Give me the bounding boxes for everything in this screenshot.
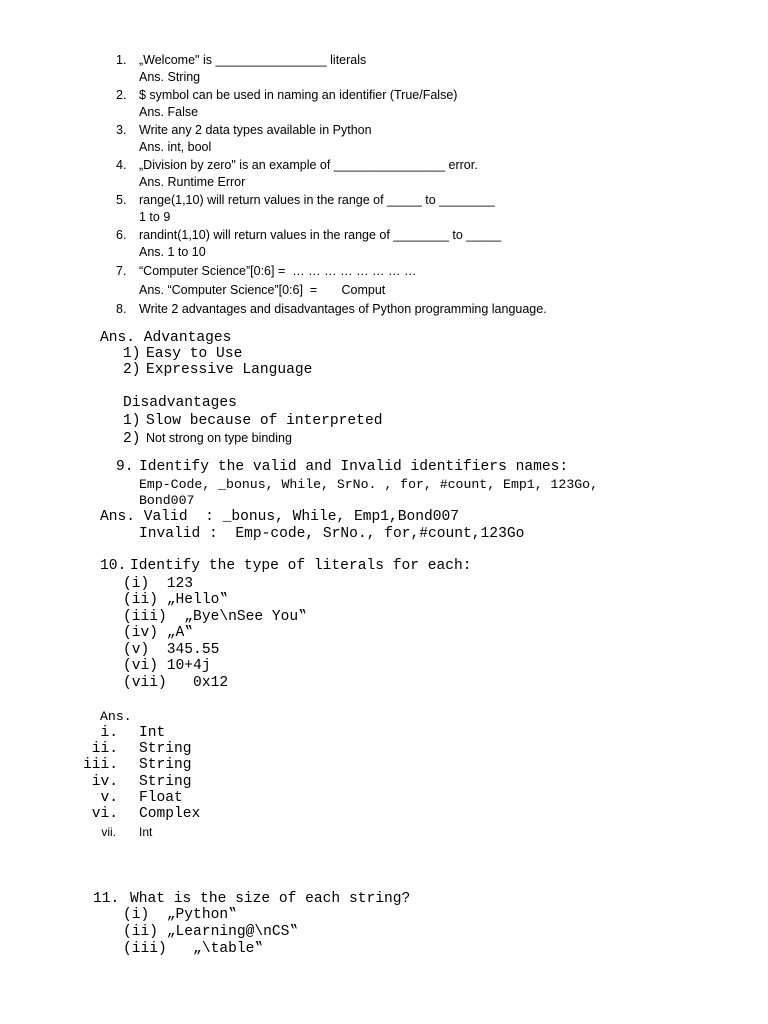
q8-text: Write 2 advantages and disadvantages of Python programming language. — [139, 302, 547, 316]
q9-number: 9. — [116, 459, 134, 475]
q10-answer-1-number: i. — [100, 725, 118, 741]
q10-answer-4-number: iv. — [91, 774, 118, 790]
q1-text: „Welcome" is ________________ literals — [139, 53, 367, 67]
q11-item-2: (ii) „Learning@\nCS‟ — [123, 924, 299, 940]
q10-item-3: (iii) „Bye\nSee You‟ — [123, 609, 307, 625]
disadvantage-2-text: Not strong on type binding — [146, 431, 292, 445]
q10-item-5: (v) 345.55 — [123, 642, 220, 658]
q10-item-6: (vi) 10+4j — [123, 658, 211, 674]
q10-answer-6-number: vi. — [91, 806, 118, 822]
q6-text: randint(1,10) will return values in the range of ________ to _____ — [139, 228, 502, 242]
q2-text: $ symbol can be used in naming an identifier (True/False) — [139, 88, 458, 102]
q10-item-4: (iv) „A‟ — [123, 625, 194, 641]
q3-text: Write any 2 data types available in Python — [139, 123, 372, 137]
q10-answer-7-text: Int — [139, 825, 153, 839]
q2-answer: Ans. False — [139, 105, 199, 119]
q11-item-3: (iii) „\table‟ — [123, 941, 264, 957]
q10-text: Identify the type of literals for each: — [130, 558, 472, 574]
q8-number: 8. — [116, 302, 127, 316]
q7-number: 7. — [116, 264, 127, 278]
q9-answer-invalid: Invalid : Emp-code, SrNo., for,#count,123Go — [139, 526, 525, 542]
advantage-1-number: 1) — [123, 346, 141, 362]
q10-number: 10. — [100, 558, 127, 574]
q2-number: 2. — [116, 88, 127, 102]
q7-text: “Computer Science”[0:6] = … … … … … … … … — [139, 264, 417, 278]
q10-answer-6-text: Complex — [139, 806, 201, 822]
q9-text: Identify the valid and Invalid identifiers names: — [139, 459, 569, 475]
q6-number: 6. — [116, 228, 127, 242]
disadvantage-2-number: 2) — [123, 431, 141, 447]
q3-number: 3. — [116, 123, 127, 137]
q9-identifiers-line1: Emp-Code, _bonus, While, SrNo. , for, #count, Emp1, 123Go, — [139, 477, 598, 492]
q1-number: 1. — [116, 53, 127, 67]
q10-answer-2-text: String — [139, 741, 192, 757]
q10-answer-2-number: ii. — [91, 741, 118, 757]
q10-answer-4-text: String — [139, 774, 192, 790]
q5-number: 5. — [116, 193, 127, 207]
disadvantage-1-text: Slow because of interpreted — [146, 413, 383, 429]
disadvantage-1-number: 1) — [123, 413, 141, 429]
q10-answer-5-number: v. — [100, 790, 118, 806]
q11-item-1: (i) „Python‟ — [123, 907, 237, 923]
q6-answer: Ans. 1 to 10 — [139, 245, 206, 259]
q4-number: 4. — [116, 158, 127, 172]
q10-answer-7-number: vii. — [101, 825, 116, 839]
q7-answer: Ans. “Computer Science”[0:6] = Comput — [139, 283, 386, 297]
q10-item-1: (i) 123 — [123, 576, 194, 592]
q4-answer: Ans. Runtime Error — [139, 175, 246, 189]
q10-answer-3-text: String — [139, 757, 192, 773]
q1-answer: Ans. String — [139, 70, 201, 84]
q8-advantages-heading: Ans. Advantages — [100, 330, 232, 346]
q10-answer-5-text: Float — [139, 790, 183, 806]
advantage-1-text: Easy to Use — [146, 346, 243, 362]
q4-text: „Division by zero" is an example of ________________ error. — [139, 158, 478, 172]
q10-answer-3-number: iii. — [82, 757, 118, 773]
q10-item-2: (ii) „Hello‟ — [123, 592, 229, 608]
q5-text: range(1,10) will return values in the range of _____ to ________ — [139, 193, 495, 207]
q10-answer-1-text: Int — [139, 725, 166, 741]
q9-answer-valid: Ans. Valid : _bonus, While, Emp1,Bond007 — [100, 509, 460, 525]
q5-answer: 1 to 9 — [139, 210, 171, 224]
q11-text: What is the size of each string? — [130, 891, 411, 907]
advantage-2-number: 2) — [123, 362, 141, 378]
q3-answer: Ans. int, bool — [139, 140, 212, 154]
q10-answer-label: Ans. — [100, 709, 132, 724]
q11-number: 11. — [93, 891, 120, 907]
q9-identifiers-line2: Bond007 — [139, 493, 195, 508]
q8-disadvantages-heading: Disadvantages — [123, 395, 237, 411]
q10-item-7: (vii) 0x12 — [123, 675, 229, 691]
advantage-2-text: Expressive Language — [146, 362, 313, 378]
